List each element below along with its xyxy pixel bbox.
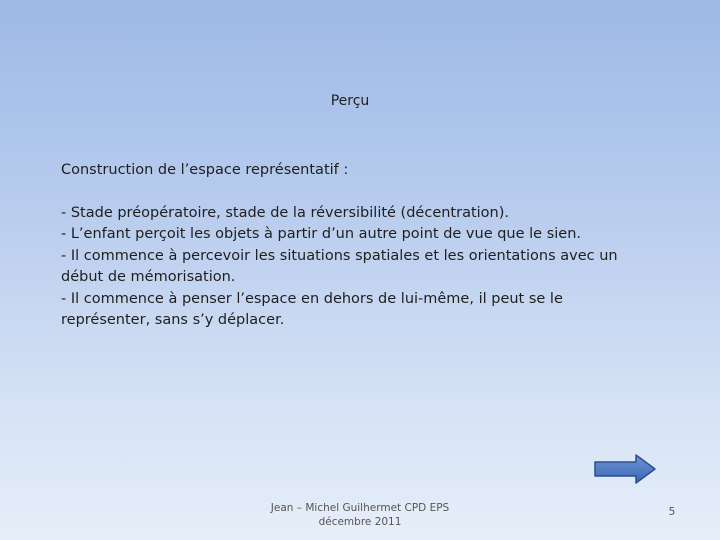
bullet-item-2: - L’enfant perçoit les objets à partir d’un autre point de vue que le sien. <box>61 226 582 242</box>
slide-title-text: Perçu <box>330 93 370 109</box>
page-number: 5 <box>668 506 676 518</box>
bullet-item-3: - Il commence à percevoir les situations spatiales et les orientations avec un début de mémorisation. <box>61 247 618 285</box>
section-heading: Construction de l’espace représentatif : <box>61 162 349 178</box>
footer-author: Jean – Michel Guilhermet CPD EPS <box>270 502 450 514</box>
bullet-item-4: - Il commence à penser l’espace en dehors de lui-même, il peut se le représenter, sans s’y déplacer. <box>61 290 563 328</box>
next-slide-button[interactable] <box>592 452 658 486</box>
slide-title <box>0 93 720 109</box>
slide-body <box>61 160 641 332</box>
bullet-item-1: - Stade préopératoire, stade de la réversibilité (décentration). <box>61 204 509 221</box>
right-arrow-icon[interactable] <box>592 452 658 486</box>
footer-date: décembre 2011 <box>318 516 402 528</box>
footer-credit <box>250 501 470 529</box>
